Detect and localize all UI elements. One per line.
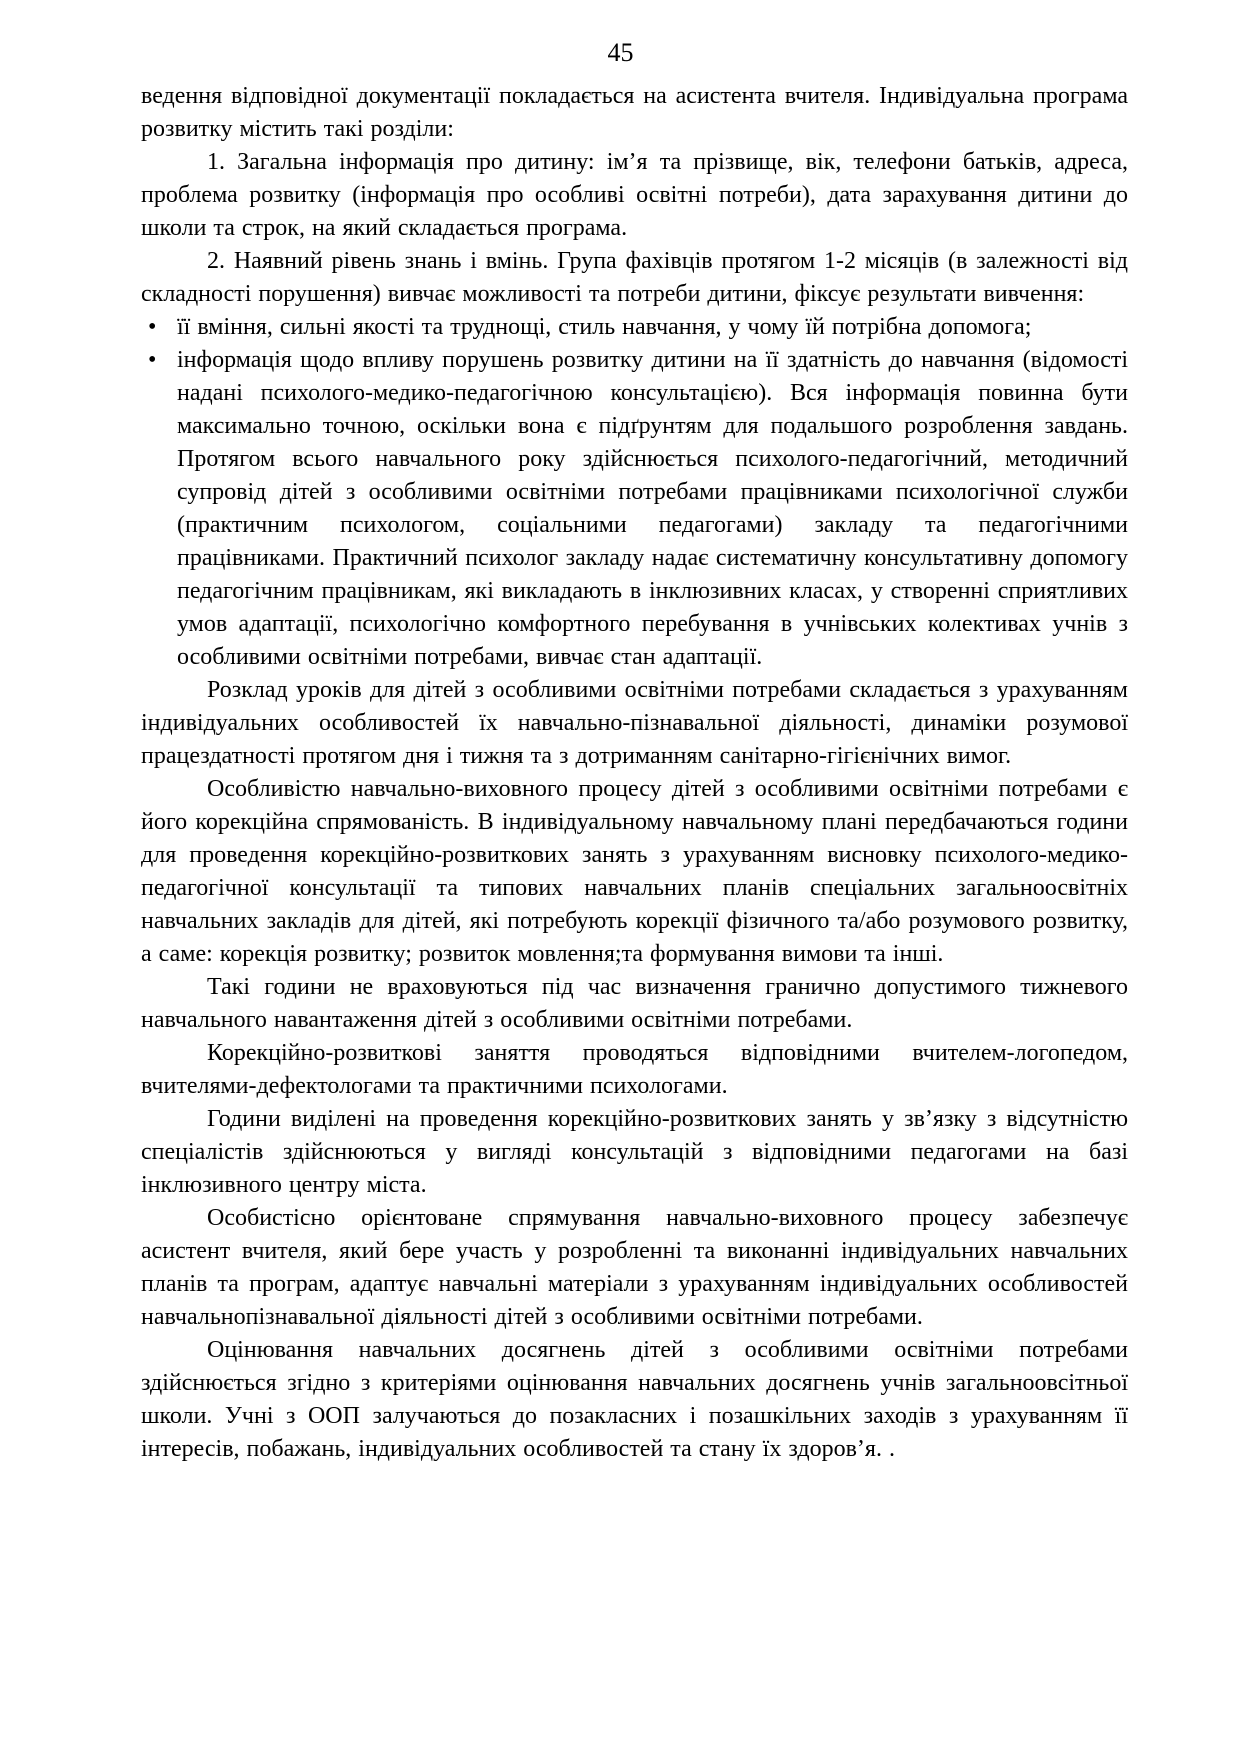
paragraph: Особливістю навчально-виховного процесу дітей з особливими освітніми потребами є його корекційна спрямованість. В індивідуальному навчальному плані передбачаються години для проведення корекційно-розвиткових занять з урахуванням висновку психолого-медико-педагогічної консультації та типових навчальних планів спеціальних загальноосвітніх навчальних закладів для дітей, які потребують корекції фізичного та/або розумового розвитку, а саме: корекція розвитку; розвиток мовлення;та формування вимови та інші. bbox=[141, 776, 1128, 967]
bullet-icon: • bbox=[148, 314, 157, 340]
list-item bbox=[141, 344, 1128, 674]
paragraph: Години виділені на проведення корекційно-розвиткових занять у зв’язку з відсутністю спеціалістів здійснюються у вигляді консультацій з відповідними педагогами на базі інклюзивного центру міста. bbox=[141, 1106, 1128, 1198]
bullet-icon: • bbox=[148, 347, 157, 373]
paragraph: ведення відповідної документації покладається на асистента вчителя. Індивідуальна програма розвитку містить такі розділи: bbox=[141, 83, 1128, 142]
paragraph: Такі години не враховуються під час визначення гранично допустимого тижневого навчального навантаження дітей з особливими освітніми потребами. bbox=[141, 974, 1128, 1033]
paragraph: 2. Наявний рівень знань і вмінь. Група фахівців протягом 1-2 місяців (в залежності від складності порушення) вивчає можливості та потреби дитини, фіксує результати вивчення: bbox=[141, 248, 1128, 307]
list-item bbox=[141, 311, 1128, 344]
paragraph: Оцінювання навчальних досягнень дітей з особливими освітніми потребами здійснюється згідно з критеріями оцінювання навчальних досягнень учнів загальноовсітньої школи. Учні з ООП залучаються до позакласних і позашкільних заходів з урахуванням її інтересів, побажань, індивідуальних особливостей та стану їх здоров’я. . bbox=[141, 1337, 1128, 1462]
bullet-text: її вміння, сильні якості та труднощі, стиль навчання, у чому їй потрібна допомога; bbox=[177, 314, 1032, 340]
paragraph: Корекційно-розвиткові заняття проводяться відповідними вчителем-логопедом, вчителями-дефектологами та практичними психологами. bbox=[141, 1040, 1128, 1099]
bullet-text: інформація щодо впливу порушень розвитку дитини на її здатність до навчання (відомості надані психолого-медико-педагогічною консультацією). Вся інформація повинна бути максимально точною, оскільки вона є підґрунтям для подальшого розроблення завдань. Протягом всього навчального року здійснюється психолого-педагогічний, методичний супровід дітей з особливими освітніми потребами працівниками психологічної служби (практичним психологом, соціальними педагогами) закладу та педагогічними працівниками. Практичний психолог закладу надає систематичну консультативну допомогу педагогічним працівникам, які викладають в інклюзивних класах, у створенні сприятливих умов адаптації, психологічно комфортного перебування в учнівських колективах учнів з особливими освітніми потребами, вивчає стан адаптації. bbox=[177, 347, 1128, 670]
paragraph: Особистісно орієнтоване спрямування навчально-виховного процесу забезпечує асистент вчителя, який бере участь у розробленні та виконанні індивідуальних навчальних планів та програм, адаптує навчальні матеріали з урахуванням індивідуальних особливостей навчальнопізнавальної діяльності дітей з особливими освітніми потребами. bbox=[141, 1205, 1128, 1330]
page-number: 45 bbox=[607, 38, 634, 67]
paragraph: Розклад уроків для дітей з особливими освітніми потребами складається з урахуванням індивідуальних особливостей їх навчально-пізнавальної діяльності, динаміки розумової працездатності протягом дня і тижня та з дотриманням санітарно-гігієнічних вимог. bbox=[141, 677, 1128, 769]
document-body bbox=[141, 80, 1128, 1466]
bullet-list bbox=[141, 311, 1128, 674]
paragraph: 1. Загальна інформація про дитину: ім’я та прізвище, вік, телефони батьків, адреса, проблема розвитку (інформація про особливі освітні потреби), дата зарахування дитини до школи та строк, на який складається програма. bbox=[141, 149, 1128, 241]
